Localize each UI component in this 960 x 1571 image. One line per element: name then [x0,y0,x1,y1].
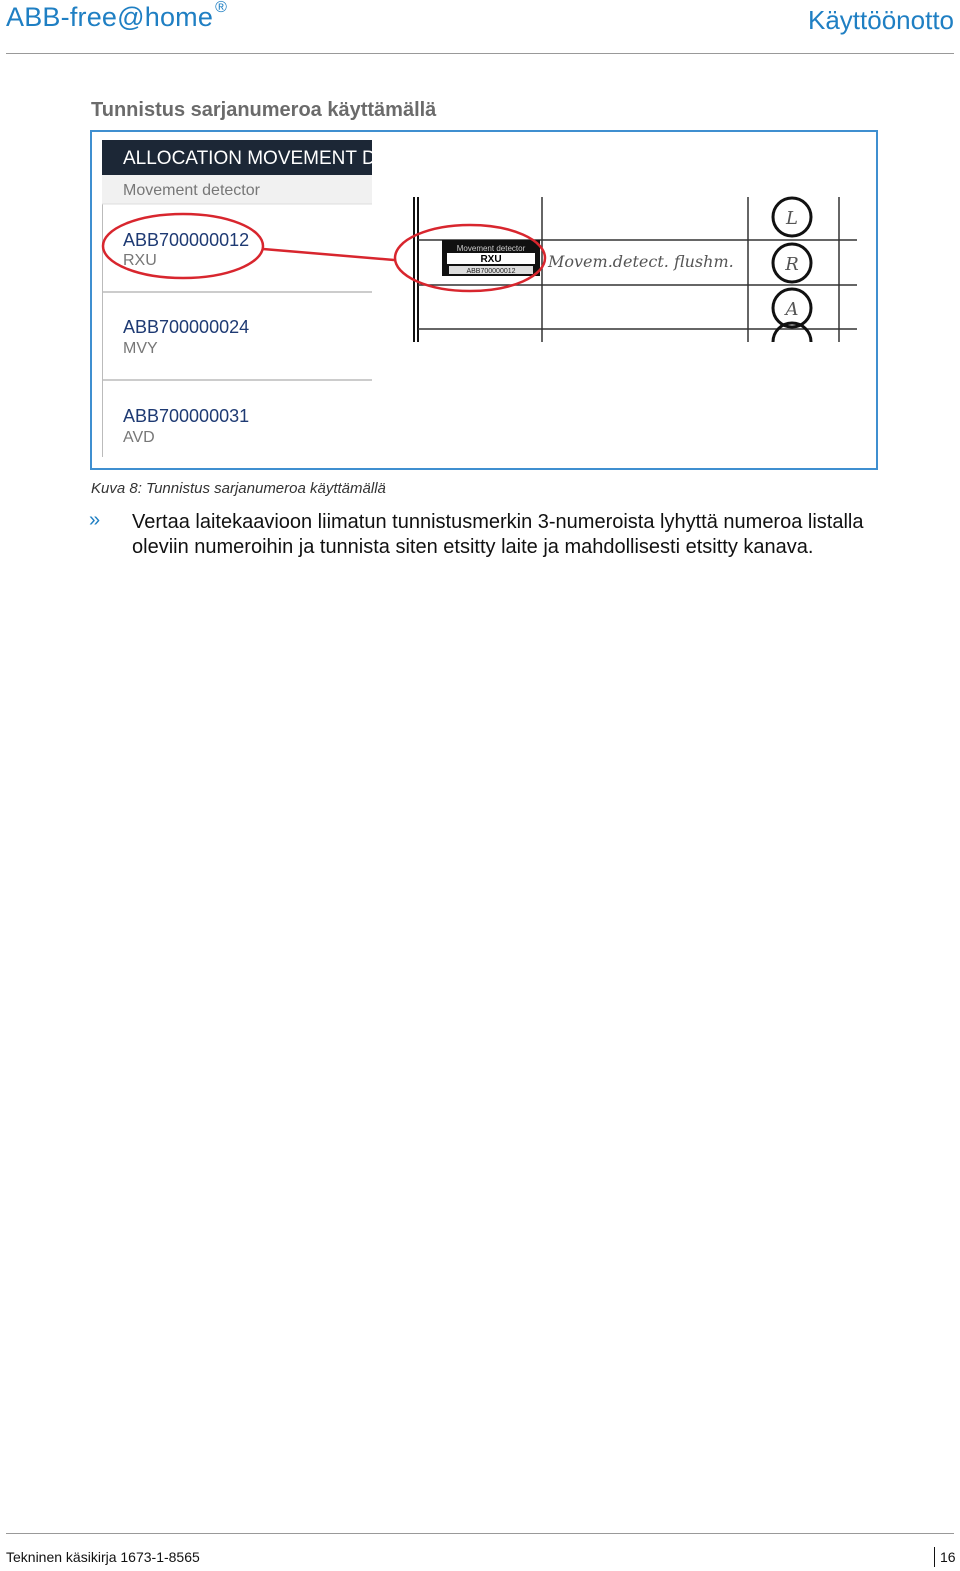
instruction-text: Vertaa laitekaavioon liimatun tunnistusmerkin 3-numeroista lyhyttä numeroa listalla oleviin numeroihin ja tunnista siten etsitty laite ja mahdollisesti etsitty kanava. [132,511,864,558]
device-code: AVD [123,429,155,446]
device-serial: ABB700000024 [123,317,250,337]
sticker-serial: ABB700000012 [466,268,516,275]
figure-frame [90,130,878,470]
highlight-connector [263,249,394,260]
device-code: RXU [123,252,157,269]
bullet-marker: » [89,509,101,531]
handwritten-label: Movem.detect. flushm. [548,252,734,271]
device-serial: ABB700000012 [123,230,250,250]
device-code: MVY [123,340,158,357]
footer-document-id: Tekninen käsikirja 1673-1-8565 [6,1549,200,1565]
channel-letter: R [785,254,799,275]
page-number: 16 [940,1549,956,1565]
registered-mark: ® [215,0,228,16]
channel-letter: A [785,299,799,320]
brand-title: ABB-free@home ® [6,0,228,32]
section-title-header: Käyttöönotto [808,5,954,35]
device-serial: ABB700000031 [123,406,250,426]
page-heading: Tunnistus sarjanumeroa käyttämällä [91,99,437,121]
figure-caption: Kuva 8: Tunnistus sarjanumeroa käyttämällä [91,480,386,497]
header-divider [6,53,954,54]
footer-divider [6,1533,954,1534]
footer-separator [934,1547,935,1567]
panel-subtitle: Movement detector [123,182,260,199]
sticker-title: Movement detector [456,244,526,253]
sticker-code: RXU [480,254,502,265]
figure-illustration [92,132,876,468]
channel-letter: L [786,208,798,229]
panel-title: ALLOCATION MOVEMENT D [123,148,376,169]
